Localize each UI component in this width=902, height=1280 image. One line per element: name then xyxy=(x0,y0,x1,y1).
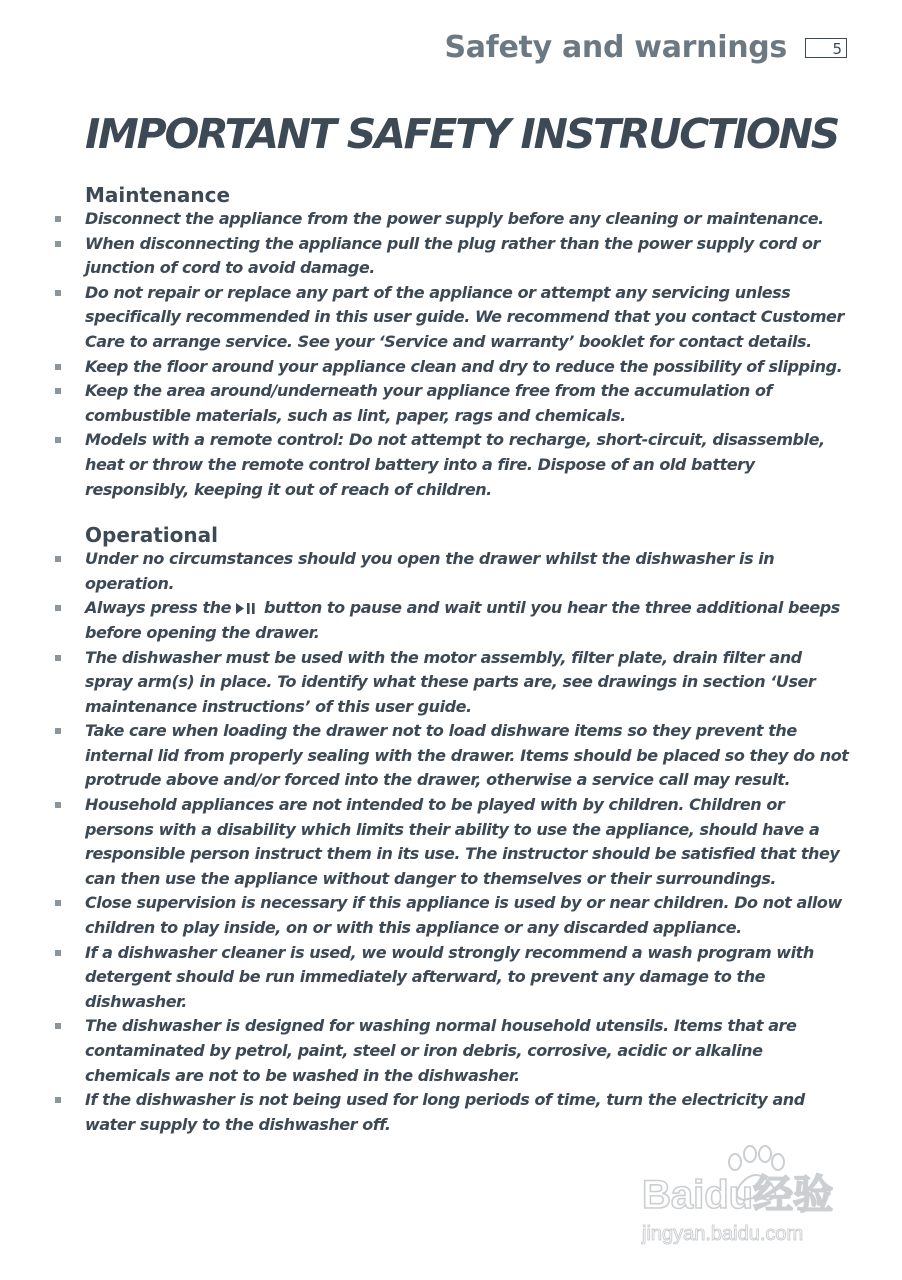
maintenance-section xyxy=(85,183,850,502)
watermark-brand: Baidu经验 xyxy=(642,1173,834,1217)
watermark-url: jingyan.baidu.com xyxy=(642,1223,804,1245)
square-bullet-icon xyxy=(55,364,61,370)
list-item xyxy=(85,232,850,281)
list-item xyxy=(85,355,850,380)
list-item xyxy=(85,793,850,891)
list-item-text: The dishwasher is designed for washing normal household utensils. Items that are contaminated by petrol, paint, steel or iron debris, corrosive, acidic or alkaline chemicals are not to be washed in the dishwasher. xyxy=(85,1016,797,1085)
list-item xyxy=(85,646,850,720)
list-item-text-after: button to pause and wait until you hear the three additional beeps before opening the drawer. xyxy=(85,598,840,642)
square-bullet-icon xyxy=(55,605,61,611)
list-item-text: Keep the floor around your appliance clean and dry to reduce the possibility of slipping. xyxy=(85,356,843,376)
list-item xyxy=(85,891,850,940)
square-bullet-icon xyxy=(55,950,61,956)
list-item-text: Close supervision is necessary if this appliance is used by or near children. Do not allow children to play inside, on or with this appliance or any discarded appliance. xyxy=(85,893,842,938)
maintenance-heading: Maintenance xyxy=(85,183,231,207)
operational-section xyxy=(85,523,850,1137)
list-item-text: Do not repair or replace any part of the appliance or attempt any servicing unless specifically recommended in this user guide. We recommend that you contact Customer Care to arrange service. See your ‘Service and warranty’ booklet for contact details. xyxy=(85,282,844,351)
list-item xyxy=(85,719,850,793)
list-item-text: Models with a remote control: Do not attempt to recharge, short-circuit, disassemble, heat or throw the remote control battery into a fire. Dispose of an old battery responsibly, keeping it out of reach of children. xyxy=(85,430,825,499)
square-bullet-icon xyxy=(55,437,61,443)
list-item xyxy=(85,941,850,1015)
square-bullet-icon xyxy=(55,1097,61,1103)
maintenance-list xyxy=(85,207,850,502)
list-item-text: If the dishwasher is not being used for long periods of time, turn the electricity and water supply to the dishwasher off. xyxy=(85,1090,805,1134)
square-bullet-icon xyxy=(55,388,61,394)
list-item xyxy=(85,379,850,428)
square-bullet-icon xyxy=(55,900,61,906)
list-item-text-before: Always press the xyxy=(85,598,231,618)
square-bullet-icon xyxy=(55,556,61,562)
square-bullet-icon xyxy=(55,802,61,808)
square-bullet-icon xyxy=(55,290,61,296)
list-item-text: The dishwasher must be used with the motor assembly, filter plate, drain filter and spray arm(s) in place. To identify what these parts are, see drawings in section ‘User maintenance instructions’ of this user guide. xyxy=(85,647,816,716)
list-item xyxy=(85,596,850,645)
list-item-text: Keep the area around/underneath your appliance free from the accumulation of combustible materials, such as lint, paper, rags and chemicals. xyxy=(85,381,773,425)
operational-heading: Operational xyxy=(85,523,218,548)
list-item-text: Take care when loading the drawer not to load dishware items so they prevent the internal lid from properly sealing with the drawer. Items should be placed so they do not protrude above and/or forced into the drawer, otherwise a service call may result. xyxy=(85,721,849,790)
list-item-text: Household appliances are not intended to be played with by children. Children or persons with a disability which limits their ability to use the appliance, should have a responsible person instruct them in its use. The instructor should be satisfied that they can then use the appliance without danger to themselves or their surroundings. xyxy=(85,795,840,888)
play-pause-icon xyxy=(234,602,258,615)
list-item xyxy=(85,1014,850,1088)
square-bullet-icon xyxy=(55,241,61,247)
list-item xyxy=(85,1088,850,1137)
square-bullet-icon xyxy=(55,728,61,734)
square-bullet-icon xyxy=(55,1023,61,1029)
list-item-text: If a dishwasher cleaner is used, we would strongly recommend a wash program with detergent should be run immediately afterward, to prevent any damage to the dishwasher. xyxy=(85,942,814,1011)
header-title: Safety and warnings xyxy=(444,30,787,65)
operational-list xyxy=(85,547,850,1137)
list-item-text: When disconnecting the appliance pull the plug rather than the power supply cord or junction of cord to avoid damage. xyxy=(85,233,820,278)
main-title: IMPORTANT SAFETY INSTRUCTIONS xyxy=(85,110,839,158)
list-item xyxy=(85,428,850,502)
square-bullet-icon xyxy=(55,216,61,222)
list-item xyxy=(85,281,850,355)
list-item-text: Under no circumstances should you open the drawer whilst the dishwasher is in operation. xyxy=(85,549,775,593)
baidu-watermark xyxy=(640,1140,855,1250)
list-item-text: Disconnect the appliance from the power supply before any cleaning or maintenance. xyxy=(85,209,824,228)
page-header xyxy=(445,30,848,65)
content xyxy=(85,183,850,1137)
list-item xyxy=(85,547,850,596)
list-item xyxy=(85,207,850,232)
square-bullet-icon xyxy=(55,655,61,661)
page-number: 5 xyxy=(805,38,847,58)
